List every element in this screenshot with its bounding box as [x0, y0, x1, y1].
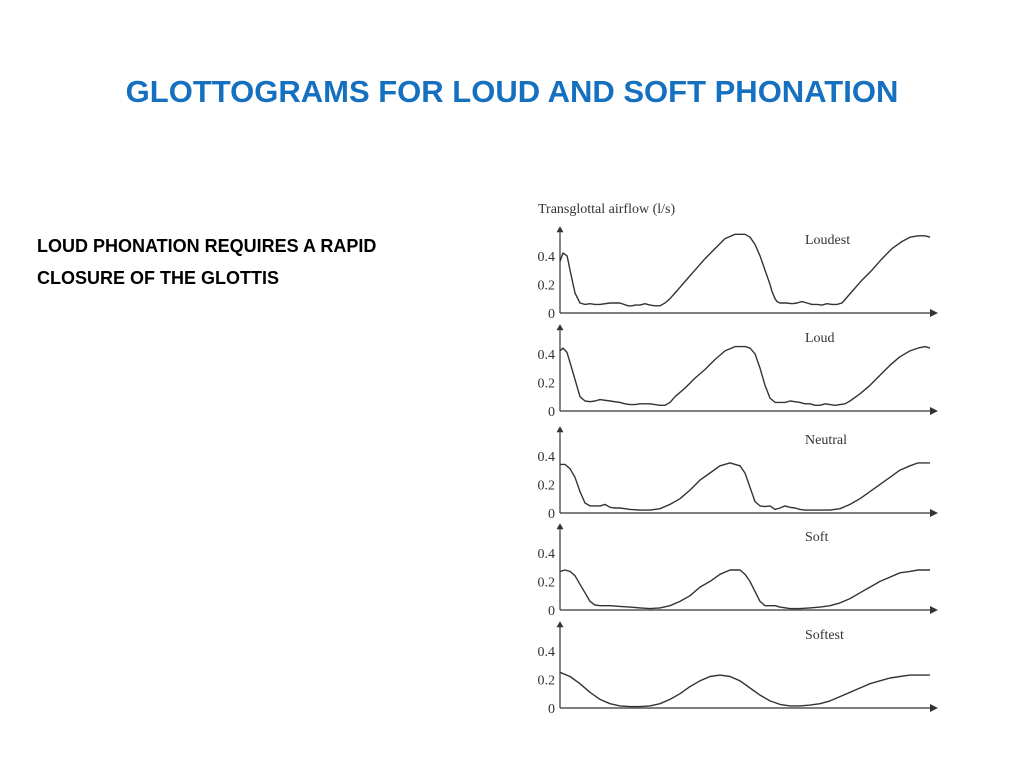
glottogram-figure: [525, 190, 965, 720]
x-axis-arrow: [930, 309, 938, 317]
y-axis-arrow: [557, 523, 564, 529]
panel-loud: [538, 324, 939, 420]
series-label-neutral: Neutral: [805, 433, 847, 448]
glottogram-chart: [525, 190, 965, 720]
x-axis-arrow: [930, 407, 938, 415]
y-tick-label: 0.4: [537, 249, 555, 265]
y-tick-label: 0.2: [537, 376, 555, 392]
chart-title: Transglottal airflow (l/s): [538, 202, 676, 217]
panel-neutral: [538, 426, 939, 522]
series-line-soft: [560, 570, 930, 609]
y-axis-arrow: [557, 324, 564, 330]
series-label-loud: Loud: [805, 331, 835, 346]
y-tick-label: 0: [548, 405, 555, 420]
page-title: GLOTTOGRAMS FOR LOUD AND SOFT PHONATION: [125, 74, 899, 109]
x-axis-arrow: [930, 606, 938, 614]
y-axis-arrow: [557, 426, 564, 432]
series-label-soft: Soft: [805, 530, 829, 545]
y-axis-arrow: [557, 621, 564, 627]
y-tick-label: 0.4: [537, 546, 555, 562]
y-tick-label: 0.4: [537, 347, 555, 363]
y-tick-label: 0.4: [537, 449, 555, 465]
body-text: LOUD PHONATION REQUIRES A RAPID CLOSURE OF THE GLOTTIS: [37, 236, 377, 288]
series-line-softest: [560, 672, 930, 706]
y-tick-label: 0: [548, 507, 555, 522]
y-tick-label: 0: [548, 307, 555, 322]
y-tick-label: 0: [548, 604, 555, 619]
panel-softest: [538, 621, 939, 717]
panel-soft: [538, 523, 939, 619]
series-line-neutral: [560, 463, 930, 510]
y-tick-label: 0.2: [537, 673, 555, 689]
y-tick-label: 0.2: [537, 278, 555, 294]
y-tick-label: 0: [548, 702, 555, 717]
series-line-loudest: [560, 234, 930, 305]
x-axis-arrow: [930, 704, 938, 712]
panel-loudest: [538, 226, 939, 322]
x-axis-arrow: [930, 509, 938, 517]
series-label-loudest: Loudest: [805, 233, 851, 248]
y-tick-label: 0.2: [537, 478, 555, 494]
y-tick-label: 0.4: [537, 644, 555, 660]
series-line-loud: [560, 347, 930, 406]
y-tick-label: 0.2: [537, 575, 555, 591]
y-axis-arrow: [557, 226, 564, 232]
series-label-softest: Softest: [805, 628, 844, 643]
